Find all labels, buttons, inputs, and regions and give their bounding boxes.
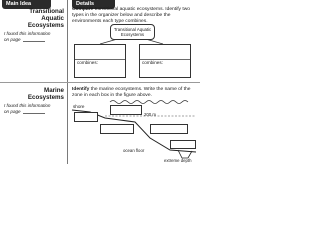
heading-line: Transitional bbox=[29, 8, 64, 15]
main-idea-tab: Main Idea bbox=[2, 0, 51, 9]
zone-answer-box-1[interactable] bbox=[74, 112, 98, 122]
note-line: I found this information bbox=[4, 31, 51, 36]
heading-line: Ecosystems bbox=[27, 94, 64, 101]
organizer-center-label: Ecosystems bbox=[120, 31, 145, 37]
heading-line: Marine bbox=[44, 87, 64, 94]
zone-answer-box-5[interactable] bbox=[170, 140, 196, 149]
depth-label: 200 m bbox=[144, 112, 156, 117]
note-line: I found this information bbox=[4, 103, 51, 108]
details-tab: Details bbox=[72, 0, 115, 9]
prompt-text: the marine ecosystems. Write the name of the zone in each box in the figure above. bbox=[72, 87, 191, 98]
combines-label: combines: bbox=[77, 60, 98, 65]
ocean-floor-label: ocean floor bbox=[123, 148, 145, 153]
heading-line: Aquatic bbox=[41, 15, 64, 22]
zone-answer-box-4[interactable] bbox=[150, 124, 188, 134]
note-line: on page bbox=[4, 36, 21, 42]
prompt-text: transitional aquatic ecosystems. Identify two types in the organizer below and describe the environments each type combines. bbox=[72, 7, 190, 24]
shore-label: shore bbox=[73, 104, 85, 109]
combines-label: combines: bbox=[142, 60, 163, 65]
prompt-keyword: Compare bbox=[72, 7, 94, 12]
note-line: on page bbox=[4, 108, 21, 114]
extreme-depth-label: extreme depth bbox=[164, 158, 192, 163]
heading-line: Ecosystems bbox=[27, 22, 64, 29]
prompt-keyword: Identify bbox=[72, 87, 90, 92]
zone-answer-box-3[interactable] bbox=[100, 124, 134, 134]
organizer-center-label: Transitional Aquatic bbox=[113, 26, 152, 32]
zone-answer-box-2[interactable] bbox=[110, 105, 142, 115]
